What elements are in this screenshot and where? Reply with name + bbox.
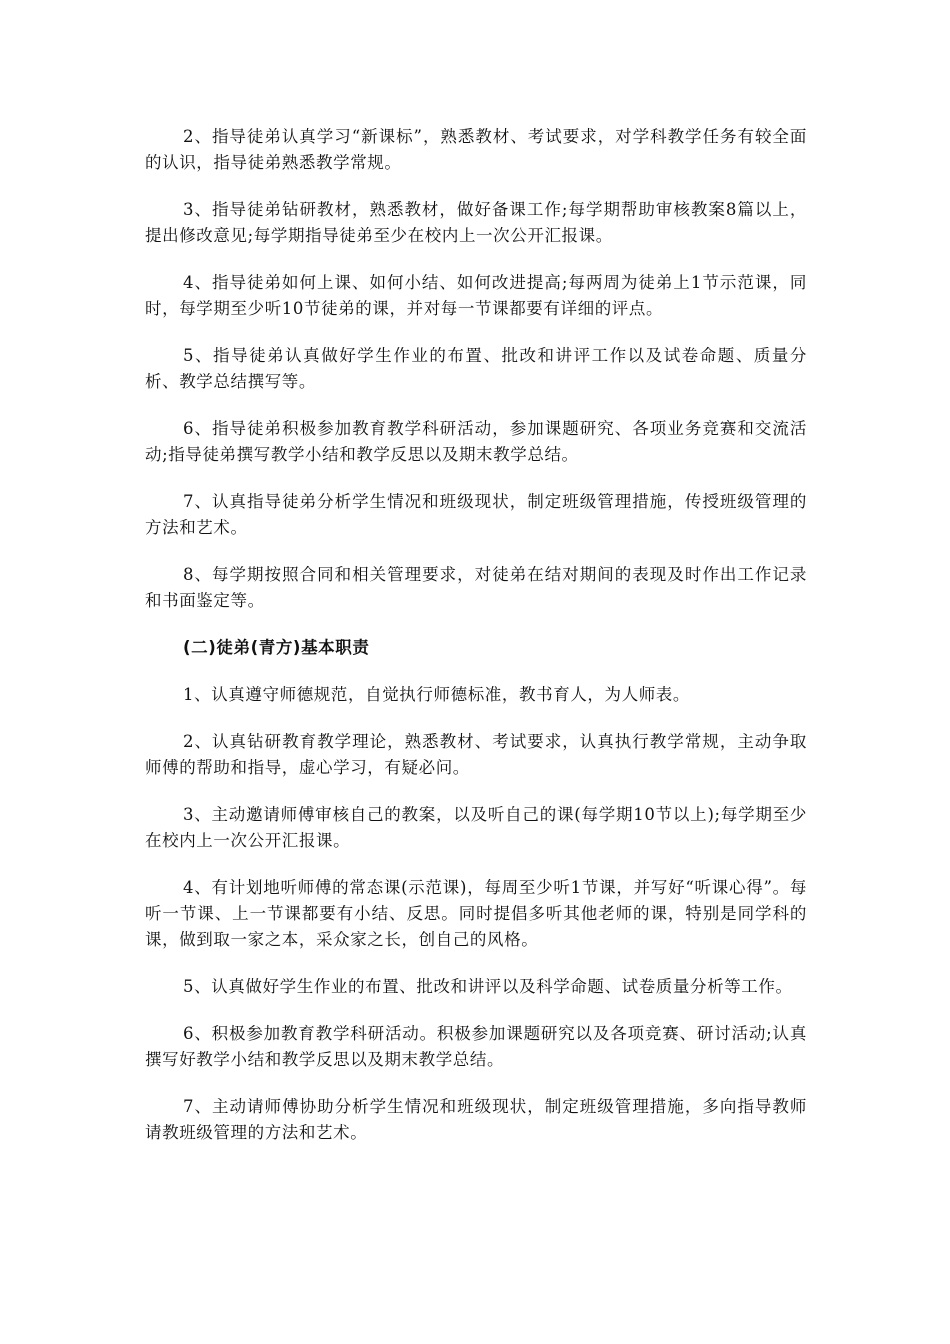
mentor-duty-5: 5、指导徒弟认真做好学生作业的布置、批改和讲评工作以及试卷命题、质量分析、教学总结撰写等。	[145, 346, 807, 391]
mentor-duty-8: 8、每学期按照合同和相关管理要求，对徒弟在结对期间的表现及时作出工作记录和书面鉴定等。	[145, 565, 807, 610]
mentor-duty-2: 2、指导徒弟认真学习“新课标”，熟悉教材、考试要求，对学科教学任务有较全面的认识，指导徒弟熟悉教学常规。	[145, 127, 807, 172]
mentor-duty-4: 4、指导徒弟如何上课、如何小结、如何改进提高;每两周为徒弟上1节示范课，同时，每学期至少听10节徒弟的课，并对每一节课都要有详细的评点。	[145, 273, 807, 318]
mentor-duty-6: 6、指导徒弟积极参加教育教学科研活动，参加课题研究、各项业务竞赛和交流活动;指导徒弟撰写教学小结和教学反思以及期末教学总结。	[145, 419, 807, 464]
section-heading-apprentice: (二)徒弟(青方)基本职责	[183, 638, 370, 657]
apprentice-duty-7: 7、主动请师傅协助分析学生情况和班级现状，制定班级管理措施，多向指导教师请教班级管理的方法和艺术。	[145, 1097, 807, 1142]
apprentice-duty-6: 6、积极参加教育教学科研活动。积极参加课题研究以及各项竞赛、研讨活动;认真撰写好教学小结和教学反思以及期末教学总结。	[145, 1024, 807, 1069]
apprentice-duty-1: 1、认真遵守师德规范，自觉执行师德标准，教书育人，为人师表。	[183, 685, 690, 704]
apprentice-duty-2: 2、认真钻研教育教学理论，熟悉教材、考试要求，认真执行教学常规，主动争取师傅的帮助和指导，虚心学习，有疑必问。	[145, 732, 807, 777]
mentor-duty-3: 3、指导徒弟钻研教材，熟悉教材，做好备课工作;每学期帮助审核教案8篇以上，提出修改意见;每学期指导徒弟至少在校内上一次公开汇报课。	[145, 200, 807, 245]
apprentice-duty-4: 4、有计划地听师傅的常态课(示范课)，每周至少听1节课，并写好“听课心得”。每听一节课、上一节课都要有小结、反思。同时提倡多听其他老师的课，特别是同学科的课，做到取一家之本，采众家之长，创自己的风格。	[145, 878, 807, 949]
document-page	[145, 124, 807, 1167]
apprentice-duty-5: 5、认真做好学生作业的布置、批改和讲评以及科学命题、试卷质量分析等工作。	[183, 977, 793, 996]
mentor-duty-7: 7、认真指导徒弟分析学生情况和班级现状，制定班级管理措施，传授班级管理的方法和艺术。	[145, 492, 807, 537]
apprentice-duty-3: 3、主动邀请师傅审核自己的教案，以及听自己的课(每学期10节以上);每学期至少在校内上一次公开汇报课。	[145, 805, 807, 850]
